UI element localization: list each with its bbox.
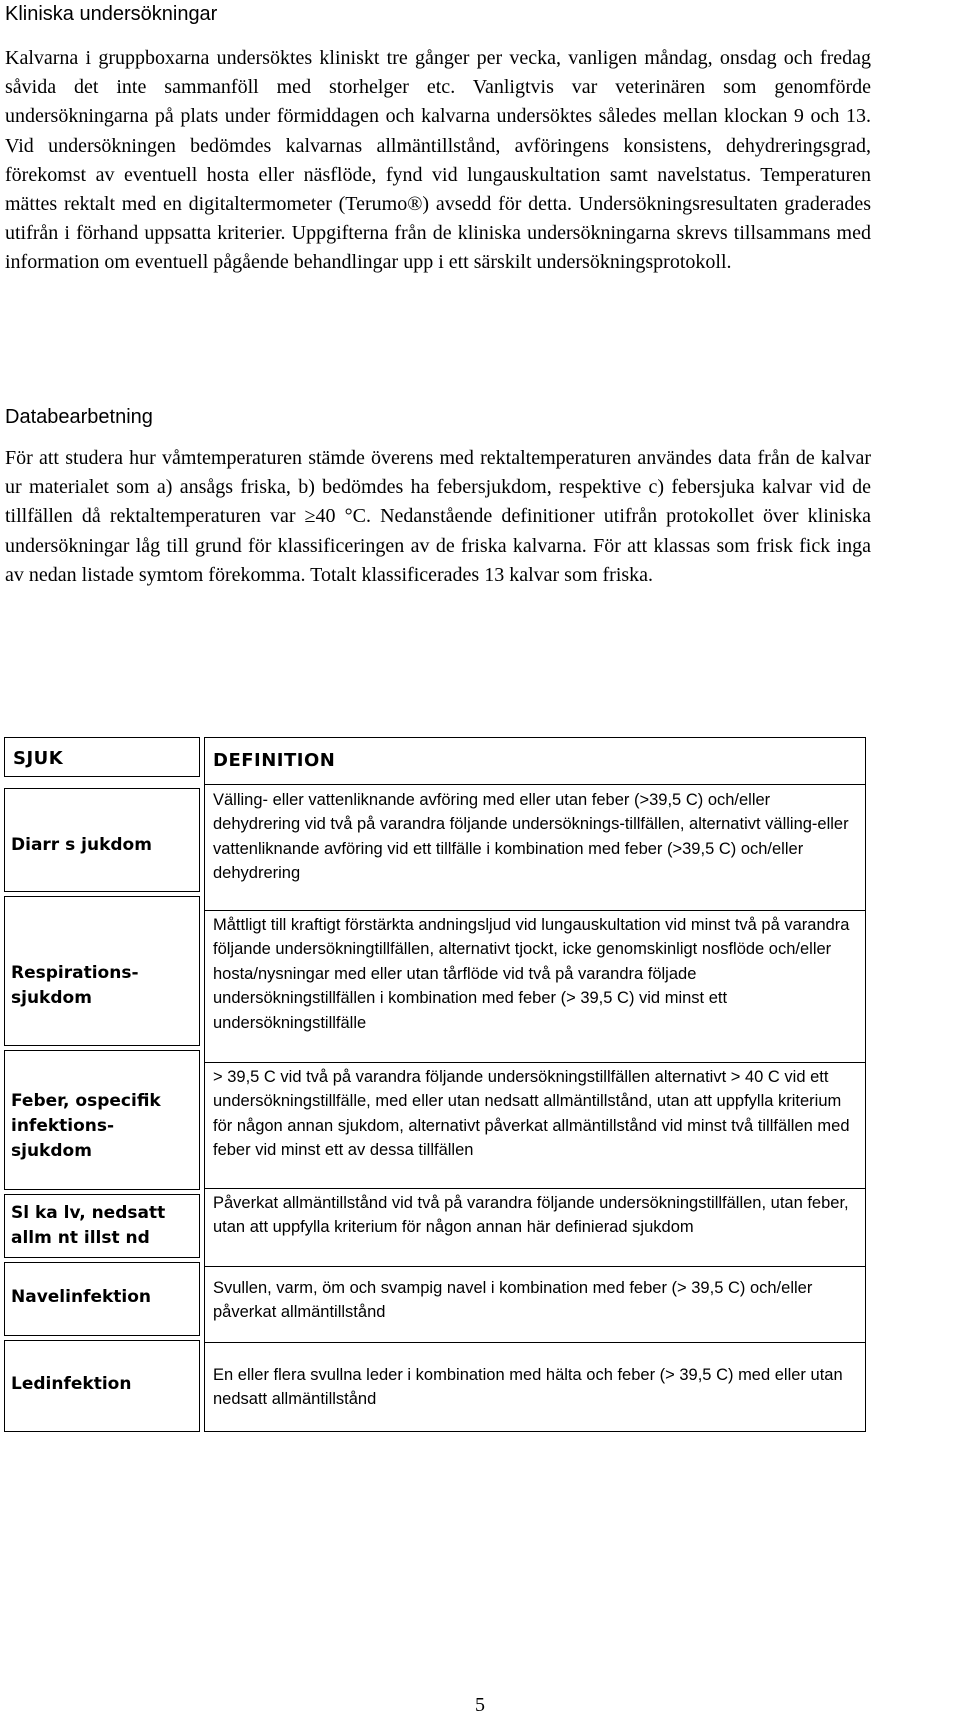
disease-name: Feber, ospecifik infektions- sjukdom [11,1091,161,1161]
column-header-sick: SJUK [13,748,64,769]
table-row-name-cell [4,896,200,1046]
section-heading-databearbetning: Databearbetning [5,406,153,428]
table-row-name-cell [4,1262,200,1336]
disease-definition: > 39,5 C vid två på varandra följande undersökningstillfällen alternativt > 40 C vid ett undersökningstillfälle, med eller utan nedsatt allmäntillstånd, utan att uppfylla kriterium för någon annan sjukdom, alternativt påverkat allmäntillstånd vid minst två tillfällen med feber vid minst ett av dessa tillfällen [213,1068,850,1160]
table-row-definition-cell [204,911,866,1063]
table-header-sick [4,737,200,777]
paragraph-databearbetning: För att studera hur våmtemperaturen stämde överens med rektaltemperaturen användes data från de kalvar ur materialet som a) ansågs friska, b) bedömdes ha febersjukdom, respektive c) febersjuka kalvar vid de tillfällen då rektaltemperaturen var ≥40 °C. Nedanstående definitioner utifrån protokollet över kliniska undersökningar låg till grund för klassificeringen av de friska kalvarna. För att klassas som frisk fick inga av nedan listade symtom förekomma. Totalt klassificerades 13 kalvar som friska. [5,447,871,586]
disease-name: Navelinfektion [11,1287,152,1307]
disease-definition: En eller flera svullna leder i kombination med hälta och feber (> 39,5 C) med eller utan nedsatt allmäntillstånd [213,1366,843,1409]
table-row-definition-cell [204,1343,866,1432]
disease-name: Ledinfektion [11,1374,132,1394]
disease-name: Respirations- sjukdom [11,963,139,1008]
page-number: 5 [475,1694,485,1716]
table-row-name-cell [4,1194,200,1258]
table-row-definition-cell [204,1063,866,1189]
table-row-definition-cell [204,785,866,911]
column-header-definition: DEFINITION [213,750,336,771]
disease-definition: Välling- eller vattenliknande avföring med eller utan feber (>39,5 C) och/eller dehydrering vid två på varandra följande undersöknings-tillfällen, alternativt välling-eller vattenliknande avföring vid ett tillfälle i kombination med feber (>39,5 C) och/eller dehydrering [213,791,849,883]
table-row-name-cell [4,788,200,892]
table-header-definition [204,737,866,785]
disease-name: Diarr s jukdom [11,835,152,855]
disease-definition: Måttligt till kraftigt förstärkta andningsljud vid lungauskultation vid minst två på varandra följande undersökningtillfällen, alternativt tjockt, icke genomskinligt nosflöde och/eller hosta/nysningar med eller utan tårflöde vid två på varandra följade undersökningstillfällen i kombination med feber (> 39,5 C) vid minst ett undersökningstillfälle [213,916,850,1032]
paragraph-kliniska: Kalvarna i gruppboxarna undersöktes kliniskt tre gånger per vecka, vanligen måndag, onsdag och fredag såvida det inte sammanföll med storhelger etc. Vanligtvis var veterinären som genomförde undersökningarna på plats under förmiddagen och kalvarna undersöktes således mellan klockan 9 och 13. Vid undersökningen bedömdes kalvarnas allmäntillstånd, avföringens konsistens, dehydreringsgrad, förekomst av eventuell hosta eller näsflöde, fynd vid lungauskultation samt navelstatus. Temperaturen mättes rektalt med en digitaltermometer (Terumo®) avsedd för detta. Undersökningsresultaten graderades utifrån i förhand uppsatta kriterier. Uppgifterna från de kliniska undersökningarna skrevs tillsammans med information om eventuell pågående behandlingar upp i ett särskilt undersökningsprotokoll. [5,47,871,274]
disease-definition: Påverkat allmäntillstånd vid två på varandra följande undersökningstillfällen, utan feber, utan att uppfylla kriterium för någon annan här definierad sjukdom [213,1194,849,1237]
table-row-name-cell [4,1340,200,1432]
section-heading-kliniska: Kliniska undersökningar [5,3,218,25]
table-row-definition-cell [204,1189,866,1267]
table-row-definition-cell [204,1267,866,1343]
table-row-name-cell [4,1050,200,1190]
disease-definition: Svullen, varm, öm och svampig navel i kombination med feber (> 39,5 C) och/eller påverkat allmäntillstånd [213,1279,813,1322]
disease-name: Sl ka lv, nedsatt allm nt illst nd [11,1203,166,1248]
